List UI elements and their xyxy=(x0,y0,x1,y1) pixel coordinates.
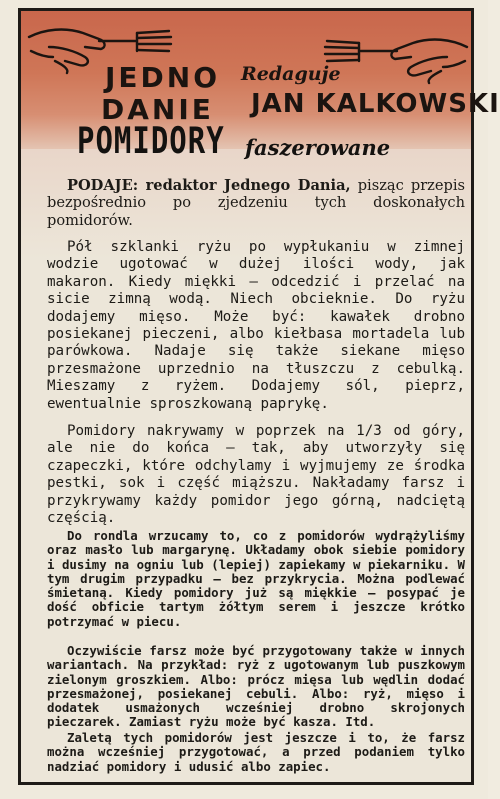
article-subtitle: faszerowane xyxy=(245,135,391,160)
masthead-redaguje: Redaguje xyxy=(241,63,341,85)
masthead-jedno: JEDNO xyxy=(105,61,221,94)
article-title: POMIDORY xyxy=(77,119,225,162)
hand-with-fork-icon xyxy=(321,27,471,87)
paragraph-text: Pół szklanki ryżu po wypłukaniu w zimnej wodzie ugotować w dużej ilości wody, jak makaron. Kiedy miękki — odcedzić i przelać na sicie zimną wodą. Niech obcieknie. Do ryżu dodajemy mięso. Może być: kawałek drobno posiekanej pieczeni, albo kiełbasa mortadela lub parówkowa. Nadaje się także siekane mięso przesmażone uprzednio na tłuszczu z cebulką. Mieszamy z ryżem. Dodajemy sól, pieprz, ewentualnie sproszkowaną paprykę. xyxy=(47,239,465,412)
masthead-danie: DANIE xyxy=(101,93,214,126)
intro-text: pisząc przepis bezpośrednio po zjedzeniu tych doskonałych pomidorów. xyxy=(47,177,466,229)
paragraph-variants xyxy=(47,644,465,730)
paragraph-tomatoes xyxy=(47,423,465,527)
paragraph-advantage xyxy=(47,731,465,774)
paragraph-baking xyxy=(47,529,465,629)
paragraph-rice xyxy=(47,239,465,413)
recipe-clipping xyxy=(18,8,500,785)
paragraph-text: Do rondla wrzucamy to, co z pomidorów wydrążyliśmy oraz masło lub margarynę. Układamy obok siebie pomidory i dusimy na ogniu lub (lepiej) zapiekamy w piekarniku. W tym drugim przypadku — bez przykrycia. Można podlewać śmietaną. Kiedy pomidory już są miękkie — posypać je dość obficie tartym żółtym serem i jeszcze krótko potrzymać w piecu. xyxy=(47,528,465,629)
masthead-author: JAN KALKOWSKI xyxy=(251,89,500,119)
intro-lead: PODAJE: redaktor Jednego Dania, xyxy=(67,177,351,194)
paragraph-intro xyxy=(47,177,465,229)
paragraph-text: Oczywiście farsz może być przygotowany także w innych wariantach. Na przykład: ryż z ugotowanym lub puszkowym zielonym groszkiem. Albo: prócz mięsa lub wędlin dodać przesmażonej, posiekanej cebuli. Albo: ryż, mięso i dodatek usmażonych wcześniej drobno skrojonych pieczarek. Zamiast ryżu może być kasza. Itd. xyxy=(47,643,465,730)
paragraph-text: Zaletą tych pomidorów jest jeszcze i to, że farsz można wcześniej przygotować, a przed podaniem tylko nadziać pomidory i udusić albo zapiec. xyxy=(47,730,465,774)
paragraph-text: Pomidory nakrywamy w poprzek na 1/3 od góry, ale nie do końca — tak, aby utworzyły się czapeczki, które odchylamy i wyjmujemy ze środka pestki, sok i część miąższu. Nakładamy farsz i przykrywamy każdy pomidor jego górną, nadciętą częścią. xyxy=(47,423,465,527)
